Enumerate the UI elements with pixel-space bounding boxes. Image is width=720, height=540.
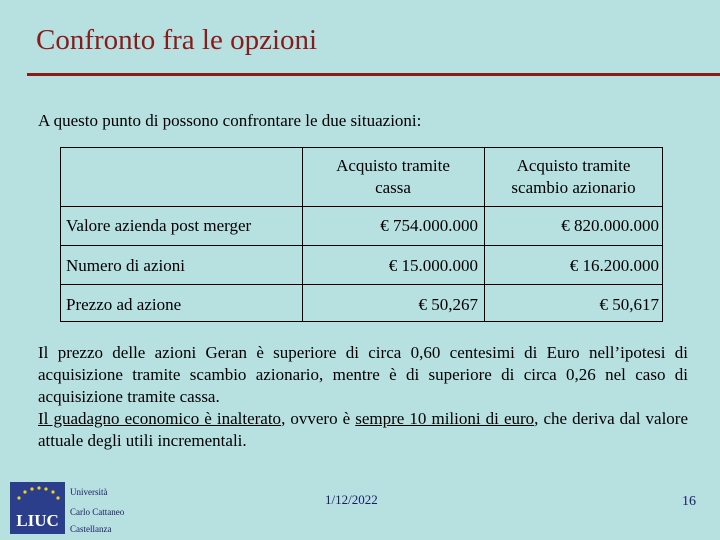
table-divider	[60, 245, 663, 246]
intro-text: A questo punto di possono confrontare le due situazioni:	[38, 111, 422, 130]
slide-title: Confronto fra le opzioni	[36, 24, 318, 56]
cell-value: € 50,617	[599, 295, 659, 314]
university-location: Castellanza	[70, 524, 112, 534]
underlined-phrase: Il guadagno economico è inalterato	[38, 409, 282, 428]
table-divider	[60, 206, 663, 207]
liuc-logo	[10, 482, 65, 534]
logo-text: LIUC	[16, 511, 59, 530]
page-number: 16	[682, 494, 696, 509]
cell-value: € 15.000.000	[388, 256, 478, 275]
col-header-cassa-line2: cassa	[375, 178, 411, 197]
col-header-cassa	[302, 155, 484, 199]
row-label: Prezzo ad azione	[66, 295, 182, 314]
col-header-scambio-line2: scambio azionario	[511, 178, 636, 197]
paragraph-2	[38, 408, 688, 452]
cell-value: € 50,267	[418, 295, 478, 314]
cell-value: € 754.000.000	[380, 216, 478, 235]
paragraph-1: Il prezzo delle azioni Geran è superiore di circa 0,60 centesimi di Euro nell’ipotesi di acquisizione tramite scambio azionario, mentre è di superiore di circa 0,26 nel caso di acquisizione tramite cassa.	[38, 343, 688, 406]
col-header-cassa-line1: Acquisto tramite	[336, 156, 450, 175]
table-divider	[60, 284, 663, 285]
title-divider	[27, 73, 720, 76]
underlined-phrase: sempre 10 milioni di euro	[355, 409, 535, 428]
row-label: Numero di azioni	[66, 256, 185, 275]
cell-value: € 16.200.000	[569, 256, 659, 275]
text-span: , ovvero è	[281, 409, 356, 428]
university-name: Università	[70, 487, 108, 497]
col-header-scambio	[484, 155, 663, 199]
university-name: Carlo Cattaneo	[70, 507, 125, 517]
cell-value: € 820.000.000	[561, 216, 659, 235]
col-header-scambio-line1: Acquisto tramite	[516, 156, 631, 175]
footer-date: 1/12/2022	[325, 492, 378, 507]
text-span: , che deriva dal valore attuale degli utili incrementali.	[38, 409, 688, 450]
row-label: Valore azienda post merger	[66, 216, 252, 235]
